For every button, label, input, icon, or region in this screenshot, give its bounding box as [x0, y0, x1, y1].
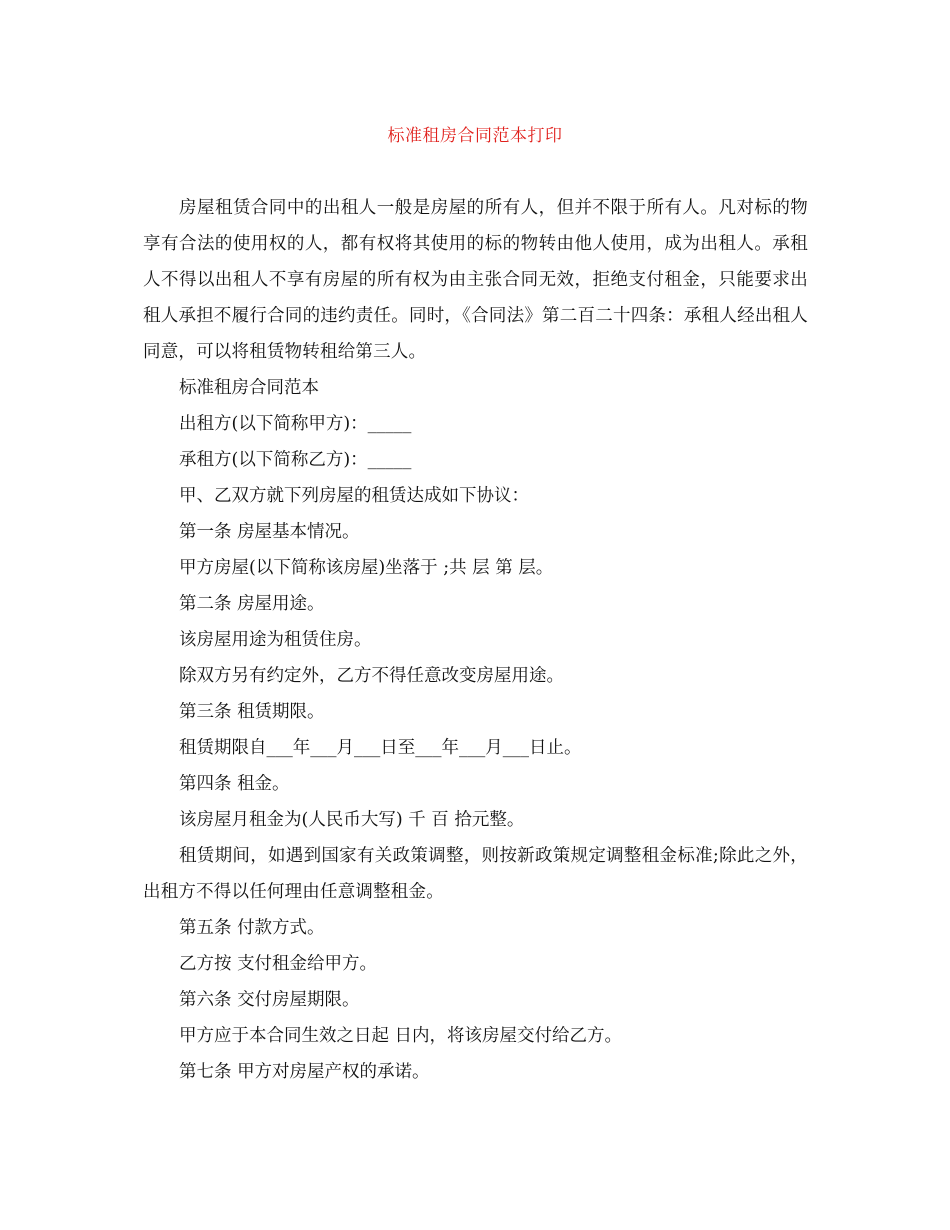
article-6-text: 甲方应于本合同生效之日起 日内，将该房屋交付给乙方。	[179, 1026, 623, 1046]
article-4-heading: 第四条 租金。	[179, 774, 290, 794]
agreement-statement: 甲、乙双方就下列房屋的租赁达成如下协议：	[179, 486, 529, 506]
intro-paragraph: 房屋租赁合同中的出租人一般是房屋的所有人，但并不限于所有人。凡对标的物享有合法的使用权的人，都有权将其使用的标的物转由他人使用，成为出租人。承租人不得以出租人不享有房屋的所有权为由主张合同无效，拒绝支付租金，只能要求出租人承担不履行合同的违约责任。同时，《合同法》第二百二十四条：承租人经出租人同意，可以将租赁物转租给第三人。	[143, 198, 808, 362]
article-4-text-1: 该房屋月租金为(人民币大写) 千 百 拾元整。	[179, 810, 525, 830]
lessor-field: 出租方(以下简称甲方)：_____	[179, 414, 412, 434]
article-2-heading: 第二条 房屋用途。	[179, 594, 325, 614]
section-heading-template: 标准租房合同范本	[179, 378, 319, 398]
lessee-field: 承租方(以下简称乙方)：_____	[179, 450, 412, 470]
article-6-heading: 第六条 交付房屋期限。	[179, 990, 360, 1010]
article-7-heading: 第七条 甲方对房屋产权的承诺。	[179, 1062, 430, 1082]
article-2-text-2: 除双方另有约定外，乙方不得任意改变房屋用途。	[179, 666, 564, 686]
article-3-text: 租赁期限自___年___月___日至___年___月___日止。	[179, 738, 582, 758]
article-2-text-1: 该房屋用途为租赁住房。	[179, 630, 372, 650]
article-3-heading: 第三条 租赁期限。	[179, 702, 325, 722]
article-1-text: 甲方房屋(以下简称该房屋)坐落于 ;共 层 第 层。	[179, 558, 554, 578]
article-1-heading: 第一条 房屋基本情况。	[179, 522, 360, 542]
document-title: 标准租房合同范本打印	[387, 126, 563, 146]
article-4-rent-adjustment: 租赁期间，如遇到国家有关政策调整，则按新政策规定调整租金标准;除此之外，出租方不得以任何理由任意调整租金。	[143, 846, 808, 902]
article-5-heading: 第五条 付款方式。	[179, 918, 325, 938]
article-5-text: 乙方按 支付租金给甲方。	[179, 954, 378, 974]
document-body	[143, 190, 808, 1090]
